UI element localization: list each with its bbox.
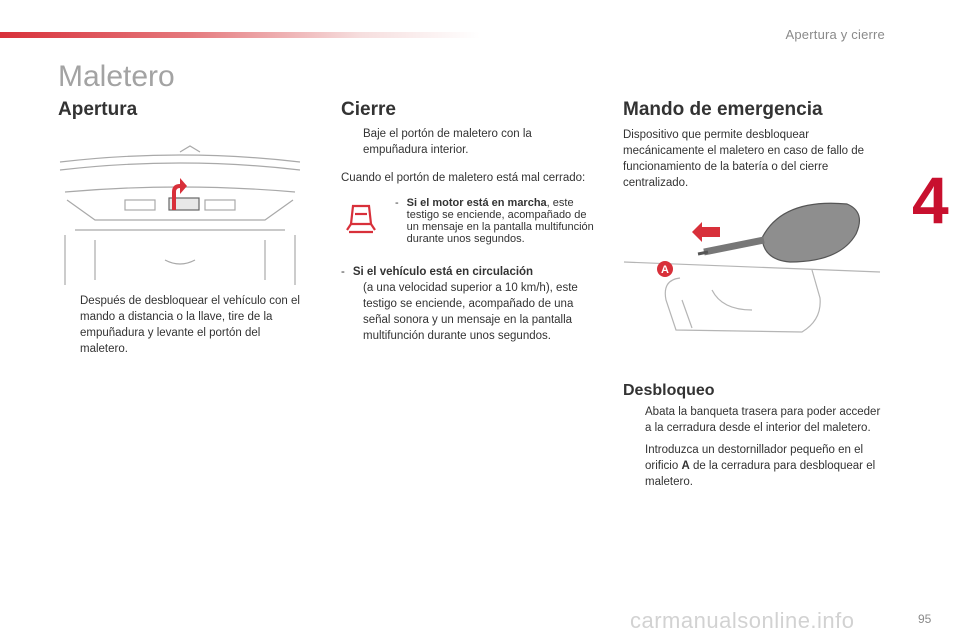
emergency-release-figure	[622, 200, 882, 340]
apertura-text: Después de desbloquear el vehículo con el mando a distancia o la llave, tire de la empuñadura y levante el portón del maletero.	[80, 295, 300, 355]
item2-bold: Si el vehículo está en circulación	[352, 266, 534, 278]
item2-text: (a una velocidad superior a 10 km/h), este testigo se enciende, acompañado de una señal sonora y un mensaje en la pantalla multifunción durante unos segundos.	[363, 282, 578, 342]
dash-glyph: -	[395, 197, 399, 209]
page-number: 95	[918, 612, 932, 626]
callout-a-label: A	[661, 264, 669, 276]
item1-bold: Si el motor está en marcha	[406, 197, 547, 209]
section-title: Apertura y cierre	[785, 27, 885, 42]
emergencia-heading: Mando de emergencia	[623, 99, 823, 120]
cierre-intro: Cuando el portón de maletero está mal cerrado:	[341, 172, 586, 184]
checkbox-icon	[623, 404, 637, 436]
header-accent-bar	[0, 32, 480, 38]
desbloqueo-heading: Desbloqueo	[623, 382, 715, 399]
cierre-bullet-text: Baje el portón de maletero con la empuñadura interior.	[363, 128, 532, 156]
cierre-heading: Cierre	[341, 99, 396, 120]
desbloqueo-bullet-2b: de la cerradura para desbloquear el maletero.	[645, 460, 876, 488]
emergencia-text: Dispositivo que permite desbloquear mecánicamente el maletero en caso de fallo de funcionamiento de la batería o del cierre centralizado.	[623, 129, 865, 189]
checkbox-icon	[623, 442, 637, 490]
page-title: Maletero	[58, 60, 175, 93]
checkbox-icon	[58, 293, 72, 357]
desbloqueo-bullet-2-bold: A	[681, 460, 690, 472]
checkbox-icon	[341, 126, 355, 158]
trunk-handle-figure	[55, 140, 305, 290]
desbloqueo-bullet-1: Abata la banqueta trasera para poder acceder a la cerradura desde el interior del maletero.	[645, 406, 881, 434]
dash-glyph: -	[341, 266, 345, 278]
apertura-heading: Apertura	[58, 99, 138, 120]
open-door-warning-icon	[343, 200, 379, 236]
desbloqueo-bullet-2a: Introduzca un destornillador pequeño en el orificio	[645, 444, 864, 472]
item1-text: , este testigo se enciende, acompañado de un mensaje en la pantalla multifunción durante unos segundos.	[406, 197, 594, 245]
watermark: carmanualsonline.info	[630, 608, 855, 633]
chapter-number: 4	[912, 163, 949, 237]
